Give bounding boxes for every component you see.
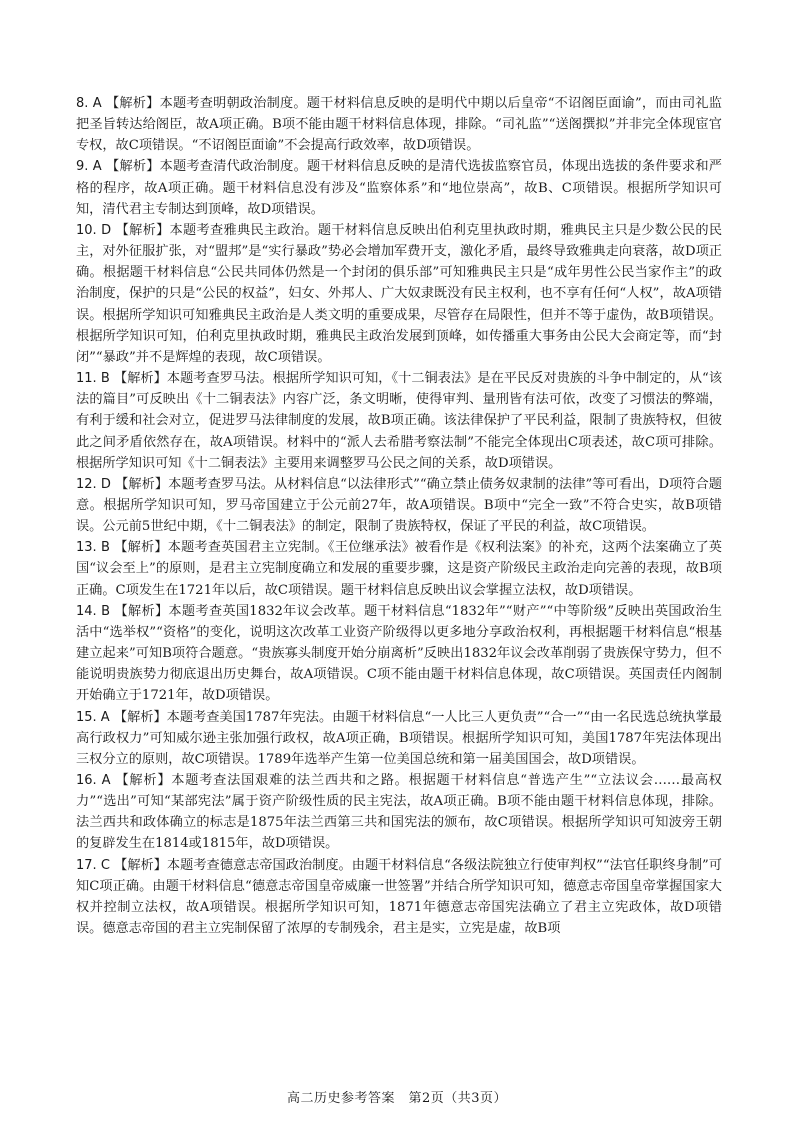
answer-explanation: 【解析】本题考查明朝政治制度。题干材料信息反映的是明代中期以后皇帝“不诏阁臣面谕”，而由司礼监把圣旨转达给阁臣，故A项正确。B项不能由题干材料信息体现，排除。“司礼监”“送阁撰拟”并非完全体现宦官专权，故C项错误。“不诏阁臣面谕”不会提高行政效率，故D项错误。 [76,96,722,154]
answer-explanation: 【解析】本题考查罗马法。根据所学知识可知，《十二铜表法》是在平民反对贵族的斗争中制定的，从“该法的篇目”可反映出《十二铜表法》内容广泛，条文明晰，使得审判、量刑皆有法可依，改变了习惯法的弊端，有利于缓和社会对立，促进罗马法律制度的发展，故B项正确。该法律保护了平民利益，限制了贵族特权，但彼此之间矛盾依然存在，故A项错误。材料中的“派人去希腊考察法制”不能完全体现出C项表述，故C项可排除。根据所学知识可知《十二铜表法》主要用来调整罗马公民之间的关系，故D项错误。 [76,371,723,471]
answer-number: 12. D [76,476,111,492]
answer-number: 10. D [76,222,112,238]
answer-explanation: 【解析】本题考查美国1787年宪法。由题干材料信息“一人比三人更负责”“合一”“由一名民选总统执掌最高行政权力”可知威尔逊主张加强行政权，故A项正确，B项错误。根据所学知识可知，美国1787年宪法体现出三权分立的原则，故C项错误。1789年选举产生第一位美国总统和第一届美国国会，故D项错误。 [76,709,722,767]
answer-explanation: 【解析】本题考查英国君主立宪制。《王位继承法》被看作是《权利法案》的补充，这两个法案确立了英国“议会至上”的原则，是君主立宪制度确立和发展的重要步骤，这是资产阶级民主政治走向完善的表现，故B项正确。C项发生在1721年以后，故C项错误。题干材料信息反映出议会掌握立法权，故D项错误。 [76,540,722,598]
answer-number: 9. A [76,159,102,175]
answer-item-15 [76,707,722,770]
answer-item-9 [76,156,722,219]
answer-item-14 [76,601,722,707]
page-footer: 高二历史参考答案 第2页（共3页） [286,1091,508,1106]
answer-explanation: 【解析】本题考查英国1832年议会改革。题干材料信息“1832年”“财产”“中等阶级”反映出英国政治生活中“选举权”“资格”的变化，说明这次改革工业资产阶级得以更多地分享政治权利，再根据题干材料信息“根基建立起来”可知B项符合题意。“贵族寡头制度开始分崩离析”反映出1832年议会改革削弱了贵族保守势力，但不能说明贵族势力彻底退出历史舞台，故A项错误。C项不能由题干材料信息体现，故C项错误。英国责任内阁制开始确立于1721年，故D项错误。 [76,603,722,704]
answer-explanation: 【解析】本题考查雅典民主政治。题干材料信息反映出伯利克里执政时期，雅典民主只是少数公民的民主，对外征服扩张，对“盟邦”是“实行暴政”势必会增加军费开支，激化矛盾，最终导致雅典走向衰落，故D项正确。根据题干材料信息“公民共同体仍然是一个封闭的俱乐部”可知雅典民主只是“成年男性公民当家作主”的政治制度，保护的只是“公民的权益”，妇女、外邦人、广大奴隶既没有民主权利，也不享有任何“人权”，故A项错误。根据所学知识可知雅典民主政治是人类文明的重要成果，尽管存在局限性，但并不等于虚伪，故B项错误。根据所学知识可知，伯利克里执政时期，雅典民主政治发展到顶峰，如传播重大事务由公民大会商定等，而“封闭”“暴政”并不是辉煌的表现，故C项错误。 [76,222,723,365]
answer-item-10 [76,220,722,368]
answer-item-17 [76,855,722,940]
answer-number: 8. A [76,96,102,111]
answer-list [76,93,722,939]
answer-number: 14. B [76,603,111,619]
answer-item-8 [76,93,722,156]
answer-item-11 [76,368,722,474]
answer-explanation: 【解析】本题考查德意志帝国政治制度。由题干材料信息“各级法院独立行使审判权”“法官任职终身制”可知C项正确。由题干材料信息“德意志帝国皇帝威廉一世签署”并结合所学知识可知，德意志帝国皇帝掌握国家大权并控制立法权，故A项错误。根据所学知识可知，1871年德意志帝国宪法确立了君主立宪政体，故D项错误。德意志帝国的君主立宪制保留了浓厚的专制残余，君主是实，立宪是虚，故B项 [76,857,722,937]
answer-item-12 [76,474,722,537]
answer-number: 11. B [76,371,110,387]
answer-item-13 [76,537,722,600]
answer-item-16 [76,770,722,855]
answer-number: 13. B [76,540,110,556]
answer-number: 16. A [76,773,111,788]
answer-explanation: 【解析】本题考查罗马法。从材料信息“以法律形式”“确立禁止债务奴隶制的法律”等可看出，D项符合题意。根据所学知识可知，罗马帝国建立于公元前27年，故A项错误。B项中“完全一致”不符合史实，故B项错误。公元前5世纪中期，《十二铜表法》的制定，限制了贵族特权，保证了平民的利益，故C项错误。 [76,476,722,535]
answer-explanation: 【解析】本题考查清代政治制度。题干材料信息反映的是清代选拔监察官员，体现出选拔的条件要求和严格的程序，故A项正确。题干材料信息没有涉及“监察体系”和“地位崇高”，故B、C项错误。根据所学知识可知，清代君主专制达到顶峰，故D项错误。 [76,159,722,217]
answer-explanation: 【解析】本题考查法国艰难的法兰西共和之路。根据题干材料信息“普选产生”“立法议会……最高权力”“选出”可知“某部宪法”属于资产阶级性质的民主宪法，故A项正确。B项不能由题干材料信息体现，排除。法兰西共和政体确立的标志是1875年法兰西第三共和国宪法的颁布，故C项错误。根据所学知识可知波旁王朝的复辟发生在1814或1815年，故D项错误。 [76,773,722,852]
answer-number: 17. C [76,857,110,873]
answer-number: 15. A [76,709,110,725]
